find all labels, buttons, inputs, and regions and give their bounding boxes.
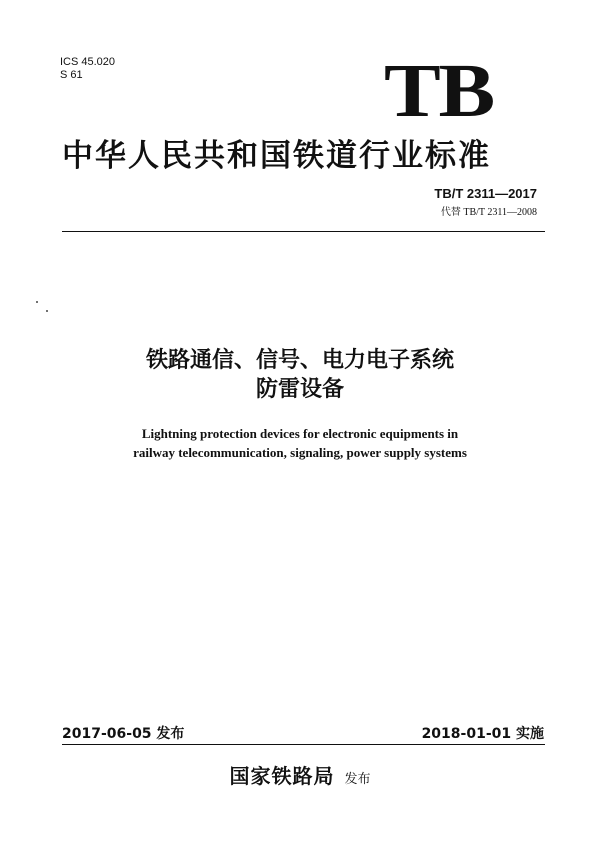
english-title-line2: railway telecommunication, signaling, power supply systems [133, 445, 467, 460]
tb-logo: TB [384, 49, 494, 133]
organization-title: 中华人民共和国铁道行业标准 [62, 138, 491, 174]
scan-speck [46, 310, 48, 312]
replaces-standard: 代替 TB/T 2311—2008 [440, 207, 537, 218]
issuer-action: 发布 [344, 772, 371, 787]
scan-speck [36, 301, 38, 303]
standard-number: TB/T 2311—2017 [434, 186, 537, 201]
implementation-date: 2018-01-01 实施 [421, 726, 544, 742]
bottom-divider [62, 744, 545, 745]
issuer-line [0, 760, 600, 789]
top-divider [62, 231, 545, 232]
ics-code: ICS 45.020 [60, 56, 116, 68]
issue-date: 2017-06-05 发布 [62, 726, 185, 742]
english-title-line1: Lightning protection devices for electronic equipments in [141, 426, 459, 441]
chinese-title-line2: 防雷设备 [255, 377, 344, 402]
ccs-code: S 61 [60, 69, 83, 81]
chinese-title-line1: 铁路通信、信号、电力电子系统 [145, 348, 454, 373]
classification-codes [60, 56, 115, 82]
issuer-name: 国家铁路局 [229, 764, 335, 788]
